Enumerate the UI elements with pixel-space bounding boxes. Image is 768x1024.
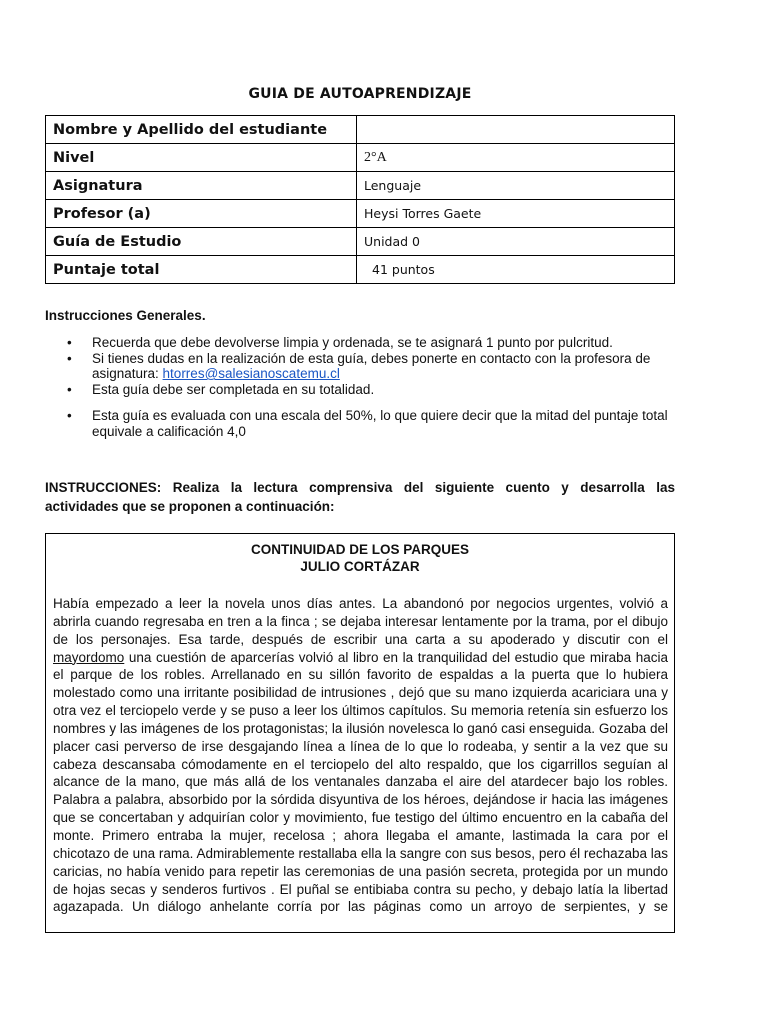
story-author: JULIO CORTÁZAR xyxy=(300,559,420,574)
story-text-part: una cuestión de aparcerías volvió al libro en la tranquilidad del estudio que miraba hacia el parque de los robles. Arrellanado en su sillón favorito de espaldas a la puerta que lo hubiera molestado como una irritante posibilidad de intrusiones , dejó que su mano izquierda acariciara una y otra vez el terciopelo verde y se puso a leer los últimos capítulos. Su memoria retenía sin esfuerzo los nombres y las imágenes de los protagonistas; la ilusión novelesca lo ganó casi enseguida. Gozaba del placer casi perverso de irse desgajando línea a línea de lo que lo rodeaba, y sentir a la vez que su cabeza descansaba cómodamente en el terciopelo del alto respaldo, que los cigarrillos seguían al alcance de la mano, que más allá de los ventanales danzaba el aire del atardecer bajo los robles. Palabra a palabra, absorbido por la sórdida disyuntiva de los héroes, dejándose ir hacia las imágenes que se concertaban y adquirían color y movimiento, fue testigo del último encuentro en la cabaña del monte. Primero entraba la mujer, recelosa ; ahora llegaba el amante, lastimada la cara por el chicotazo de una rama. Admirablemente restallaba ella la sangre con sus besos, pero él rechazaba las caricias, no había venido para repetir las ceremonias de una pasión secreta, protegida por un mundo de hojas secas y senderos furtivos . El puñal se entibiaba contra su pecho, y debajo latía la libertad agazapada. Un diálogo anhelante corría por las páginas como un arroyo de serpientes, y se xyxy=(53,649,668,915)
instruction-text: Esta guía es evaluada con una escala del 50%, lo que quiere decir que la mitad del puntaje total equivale a calificación 4,0 xyxy=(92,408,668,439)
level-value: 2°A xyxy=(357,144,675,172)
list-item xyxy=(45,408,675,439)
total-score-label: Puntaje total xyxy=(46,256,357,284)
list-item xyxy=(45,351,675,382)
underlined-word: mayordomo xyxy=(53,649,125,665)
reading-instructions: INSTRUCCIONES: Realiza la lectura comprensiva del siguiente cuento y desarrolla las actividades que se proponen a continuación: xyxy=(45,480,675,514)
story-heading xyxy=(46,541,674,575)
list-item xyxy=(45,335,675,351)
story-text xyxy=(53,595,668,916)
teacher-label: Profesor (a) xyxy=(46,200,357,228)
level-label: Nivel xyxy=(46,144,357,172)
study-guide-label: Guía de Estudio xyxy=(46,228,357,256)
subject-label: Asignatura xyxy=(46,172,357,200)
teacher-email-link[interactable]: htorres@salesianoscatemu.cl xyxy=(162,366,340,381)
student-name-field[interactable] xyxy=(357,116,675,144)
total-score-value: 41 puntos xyxy=(357,256,675,284)
table-row xyxy=(46,200,675,228)
story-title: CONTINUIDAD DE LOS PARQUES xyxy=(250,542,469,557)
list-item xyxy=(45,382,675,398)
story-box xyxy=(45,533,675,933)
instruction-text: Si tienes dudas en la realización de esta guía, debes ponerte en contacto con la profesora de asignatura: xyxy=(92,350,651,381)
table-row xyxy=(46,144,675,172)
table-row xyxy=(46,228,675,256)
table-row xyxy=(46,116,675,144)
table-row xyxy=(46,256,675,284)
instruction-text: Esta guía debe ser completada en su totalidad. xyxy=(92,381,375,397)
instruction-text: Recuerda que debe devolverse limpia y ordenada, se te asignará 1 punto por pulcritud. xyxy=(92,335,613,350)
general-instructions-heading: Instrucciones Generales. xyxy=(45,308,206,323)
student-name-label: Nombre y Apellido del estudiante xyxy=(46,116,357,144)
student-info-table xyxy=(45,115,675,284)
study-guide-value: Unidad 0 xyxy=(357,228,675,256)
story-text-part: Había empezado a leer la novela unos días antes. La abandonó por negocios urgentes, volvió a abrirla cuando regresaba en tren a la finca ; se dejaba interesar lentamente por la trama, por el dibujo de los personajes. Esa tarde, después de escribir una carta a su apoderado y discutir con el xyxy=(53,596,668,647)
subject-value: Lenguaje xyxy=(357,172,675,200)
document-title: GUIA DE AUTOAPRENDIZAJE xyxy=(248,86,472,102)
table-row xyxy=(46,172,675,200)
teacher-value: Heysi Torres Gaete xyxy=(357,200,675,228)
general-instructions-list xyxy=(45,335,675,439)
